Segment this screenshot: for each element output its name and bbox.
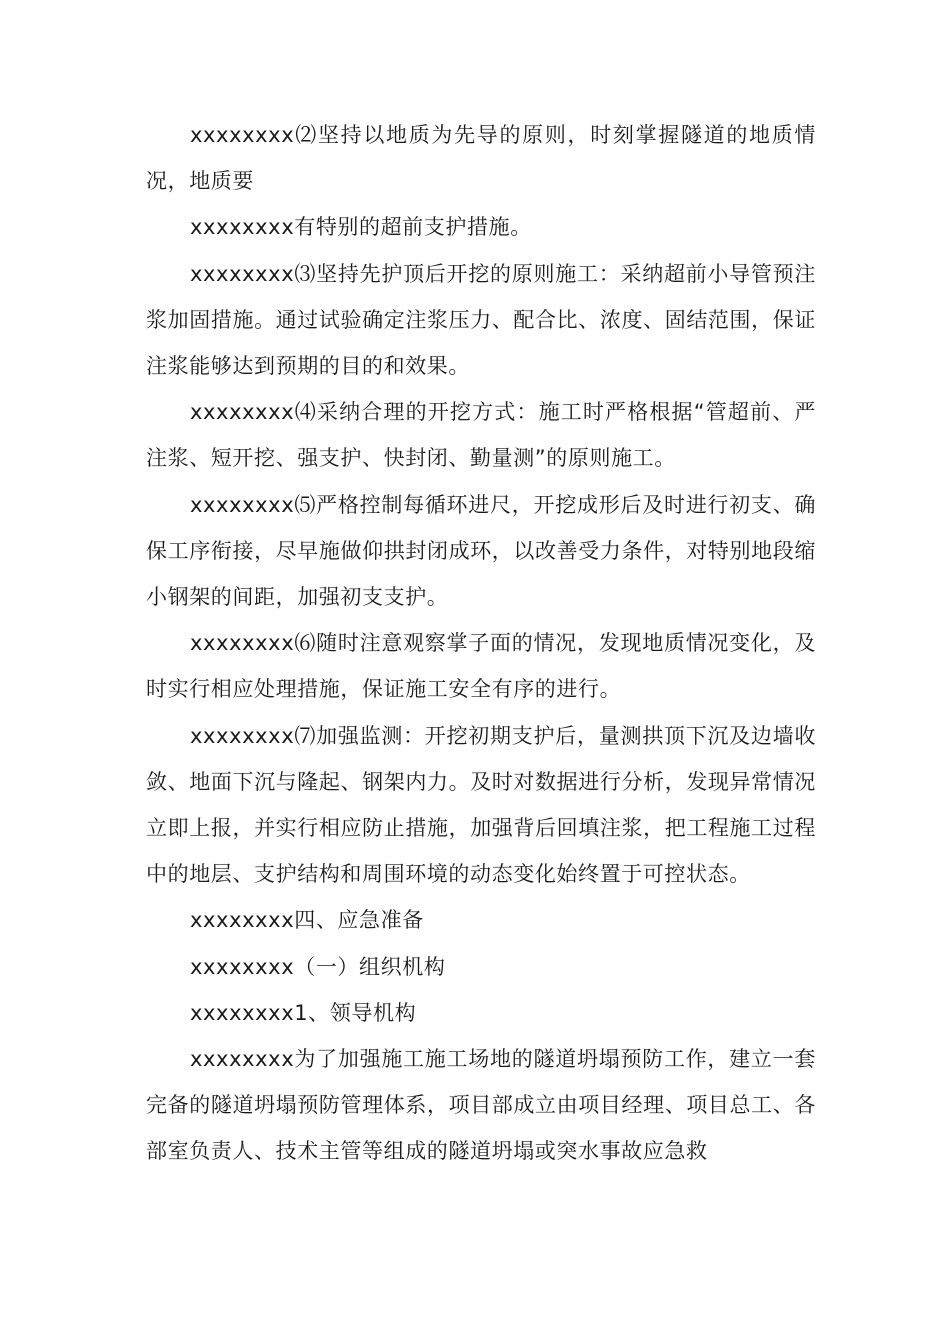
- paragraph-item-3: xxxxxxxx⑶坚持先护顶后开挖的原则施工：采纳超前小导管预注浆加固措施。通过试验确定注浆压力、配合比、浓度、固结范围，保证注浆能够达到预期的目的和效果。: [146, 261, 816, 379]
- paragraph-item-5: xxxxxxxx⑸严格控制每循环进尺，开挖成形后及时进行初支、确保工序衔接，尽早施做仰拱封闭成环，以改善受力条件，对特别地段缩小钢架的间距，加强初支支护。: [146, 492, 816, 610]
- paragraph-item-7: xxxxxxxx⑺加强监测：开挖初期支护后，量测拱顶下沉及边墙收敛、地面下沉与隆起、钢架内力。及时对数据进行分析，发现异常情况立即上报，并实行相应防止措施，加强背后回填注浆，把工程施工过程中的地层、支护结构和周围环境的动态变化始终置于可控状态。: [146, 723, 816, 887]
- paragraph-item-4: xxxxxxxx⑷采纳合理的开挖方式：施工时严格根据“管超前、严注浆、短开挖、强支护、快封闭、勤量测”的原则施工。: [146, 400, 816, 471]
- paragraph-leadership-description: xxxxxxxx为了加强施工施工场地的隧道坍塌预防工作，建立一套完备的隧道坍塌预防管理体系，项目部成立由项目经理、项目总工、各部室负责人、技术主管等组成的隧道坍塌或突水事故应急救: [146, 1047, 816, 1164]
- document-body: [146, 112, 816, 1175]
- paragraph-item-6: xxxxxxxx⑹随时注意观察掌子面的情况，发现地质情况变化，及时实行相应处理措施，保证施工安全有序的进行。: [146, 631, 816, 702]
- paragraph-item-2: xxxxxxxx⑵坚持以地质为先导的原则，时刻掌握隧道的地质情况，地质要: [146, 123, 816, 194]
- paragraph-item-2-continued: xxxxxxxx有特别的超前支护措施。: [190, 215, 532, 240]
- subsection-heading-organization: xxxxxxxx（一）组织机构: [190, 954, 446, 979]
- subsection-heading-leadership: xxxxxxxx1、领导机构: [190, 1000, 417, 1025]
- section-heading-emergency-preparation: xxxxxxxx四、应急准备: [190, 908, 424, 933]
